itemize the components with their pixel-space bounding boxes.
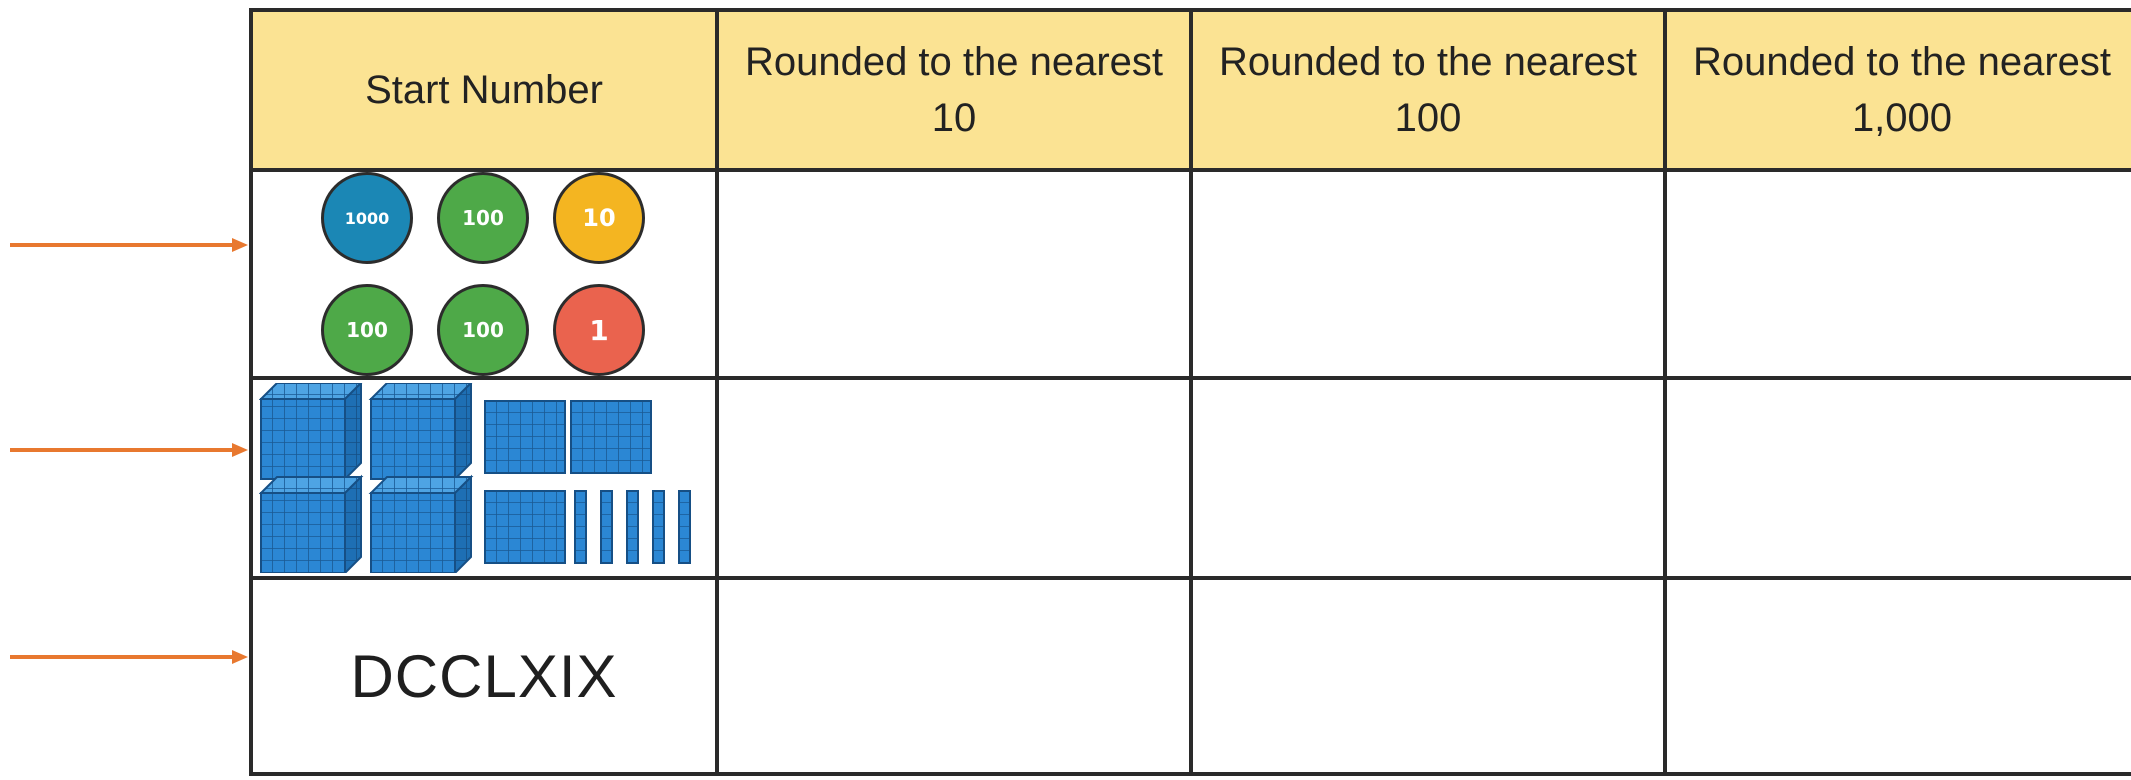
header-row bbox=[251, 10, 2131, 170]
ten-rod bbox=[601, 491, 612, 563]
answer-cell-nearest-10[interactable] bbox=[717, 378, 1191, 578]
table-row bbox=[251, 170, 2131, 378]
answer-cell-nearest-100[interactable] bbox=[1191, 578, 1665, 774]
base-ten-blocks bbox=[259, 383, 709, 573]
answer-cell-nearest-1000[interactable] bbox=[1665, 170, 2131, 378]
thousand-cube bbox=[371, 477, 471, 573]
start-number-roman-numeral: DCCLXIX bbox=[251, 578, 717, 774]
answer-cell-nearest-10[interactable] bbox=[717, 170, 1191, 378]
place-value-disc-10: 10 bbox=[553, 172, 645, 264]
place-value-disc-100: 100 bbox=[321, 284, 413, 376]
hundred-flat bbox=[485, 491, 565, 563]
header-nearest-1000: Rounded to the nearest 1,000 bbox=[1665, 10, 2131, 170]
hundred-flat bbox=[485, 401, 565, 473]
place-value-disc-100: 100 bbox=[437, 172, 529, 264]
row-1-arrow bbox=[10, 235, 250, 255]
place-value-disc-1: 1 bbox=[553, 284, 645, 376]
header-start-number: Start Number bbox=[251, 10, 717, 170]
ten-rod bbox=[627, 491, 638, 563]
thousand-cube bbox=[371, 383, 471, 479]
start-number-cell-place-value-discs bbox=[251, 170, 717, 378]
answer-cell-nearest-10[interactable] bbox=[717, 578, 1191, 774]
thousand-cube bbox=[261, 383, 361, 479]
answer-cell-nearest-100[interactable] bbox=[1191, 378, 1665, 578]
answer-cell-nearest-1000[interactable] bbox=[1665, 378, 2131, 578]
thousand-cube bbox=[261, 477, 361, 573]
header-nearest-10: Rounded to the nearest 10 bbox=[717, 10, 1191, 170]
ten-rod bbox=[653, 491, 664, 563]
answer-cell-nearest-100[interactable] bbox=[1191, 170, 1665, 378]
hundred-flat bbox=[571, 401, 651, 473]
header-nearest-100: Rounded to the nearest 100 bbox=[1191, 10, 1665, 170]
place-value-discs bbox=[253, 172, 715, 376]
rounding-table bbox=[249, 8, 2131, 776]
table-row bbox=[251, 578, 2131, 774]
answer-cell-nearest-1000[interactable] bbox=[1665, 578, 2131, 774]
place-value-disc-100: 100 bbox=[437, 284, 529, 376]
row-3-arrow bbox=[10, 647, 250, 667]
start-number-cell-base-ten-blocks bbox=[251, 378, 717, 578]
table-row bbox=[251, 378, 2131, 578]
place-value-disc-1000: 1000 bbox=[321, 172, 413, 264]
ten-rod bbox=[575, 491, 586, 563]
row-2-arrow bbox=[10, 440, 250, 460]
ten-rod bbox=[679, 491, 690, 563]
